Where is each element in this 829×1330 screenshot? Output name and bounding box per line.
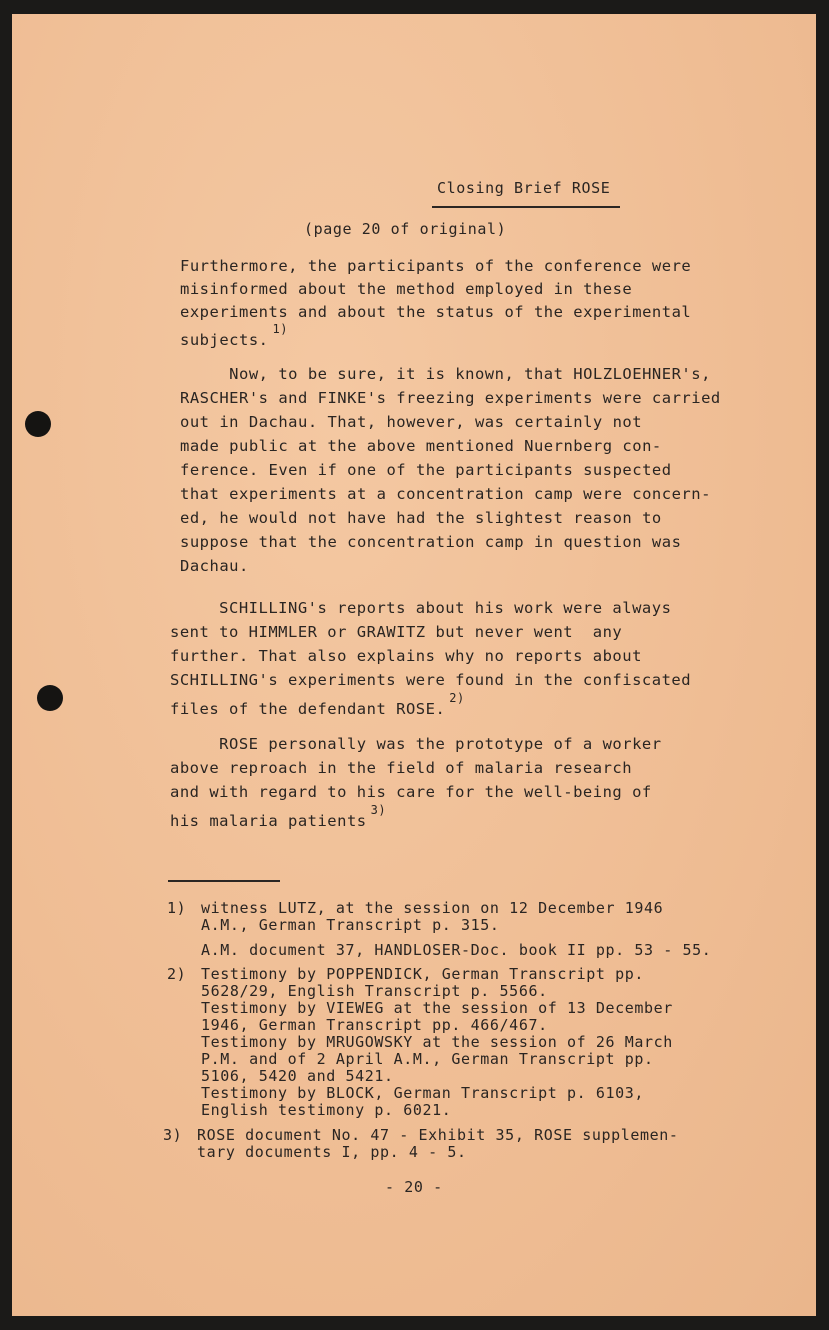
paragraph-line: further. That also explains why no reports about	[170, 647, 642, 665]
document-page	[12, 14, 816, 1316]
footnote-ref: 1)	[272, 322, 288, 336]
footnote-ref: 3)	[370, 803, 387, 817]
footnote-line: Testimony by POPPENDICK, German Transcript pp.	[201, 965, 645, 983]
paragraph-line: misinformed about the method employed in these	[180, 280, 633, 298]
paragraph-line: above reproach in the field of malaria research	[170, 759, 633, 777]
paragraph-line: out in Dachau. That, however, was certainly not	[180, 413, 643, 431]
page-number: - 20 -	[385, 1178, 443, 1196]
paragraph-line: Furthermore, the participants of the conference were	[180, 257, 692, 275]
footnote-line: P.M. and of 2 April A.M., German Transcript pp.	[201, 1050, 654, 1068]
paragraph-line: ed, he would not have had the slightest reason to	[180, 509, 662, 527]
paragraph-line: ference. Even if one of the participants suspected	[180, 461, 672, 479]
paragraph-line: made public at the above mentioned Nuernberg con-	[180, 437, 662, 455]
footnote-number: 1)	[167, 899, 187, 917]
footnote-line: 1946, German Transcript pp. 466/467.	[201, 1016, 548, 1034]
paragraph-last-line	[180, 324, 288, 353]
paragraph-line: Dachau.	[180, 557, 249, 575]
paragraph-line: RASCHER's and FINKE's freezing experiments were carried	[180, 389, 721, 407]
footnote-line: Testimony by MRUGOWSKY at the session of 26 March	[201, 1033, 673, 1051]
paragraph-line: SCHILLING's reports about his work were always	[170, 599, 672, 617]
footnote-line: A.M., German Transcript p. 315.	[201, 916, 500, 934]
paragraph-last-line	[170, 805, 386, 834]
footnote-line: English testimony p. 6021.	[201, 1101, 452, 1119]
paragraph-line: files of the defendant ROSE.	[170, 700, 446, 719]
paragraph-line: subjects.	[180, 331, 269, 350]
footnote-line: witness LUTZ, at the session on 12 December 1946	[201, 899, 664, 917]
paragraph-line: his malaria patients	[170, 812, 367, 831]
footnote-line: tary documents I, pp. 4 - 5.	[197, 1143, 467, 1161]
paragraph-line: and with regard to his care for the well-being of	[170, 783, 652, 801]
paragraph-line: sent to HIMMLER or GRAWITZ but never went any	[170, 623, 623, 641]
document-title: Closing Brief ROSE	[437, 179, 611, 197]
paragraph-line: SCHILLING's experiments were found in the confiscated	[170, 671, 692, 689]
paragraph-line: ROSE personally was the prototype of a worker	[170, 735, 662, 753]
page-of-original: (page 20 of original)	[304, 220, 507, 238]
footnote-line: 5628/29, English Transcript p. 5566.	[201, 982, 548, 1000]
punch-hole-bottom	[37, 685, 63, 711]
footnote-line: A.M. document 37, HANDLOSER-Doc. book II pp. 53 - 55.	[201, 941, 712, 959]
paragraph-line: suppose that the concentration camp in question was	[180, 533, 682, 551]
paragraph-last-line	[170, 693, 465, 722]
footnote-ref: 2)	[449, 691, 465, 705]
title-underline	[432, 206, 620, 208]
footnote-line: ROSE document No. 47 - Exhibit 35, ROSE supplemen-	[197, 1126, 679, 1144]
punch-hole-top	[25, 411, 51, 437]
paragraph-line: Now, to be sure, it is known, that HOLZLOEHNER's,	[180, 365, 711, 383]
footnote-line: 5106, 5420 and 5421.	[201, 1067, 394, 1085]
footnote-separator	[168, 880, 280, 882]
footnote-number: 3)	[163, 1126, 183, 1144]
paragraph-line: experiments and about the status of the experimental	[180, 303, 692, 321]
footnote-number: 2)	[167, 965, 187, 983]
footnote-line: Testimony by BLOCK, German Transcript p. 6103,	[201, 1084, 645, 1102]
paragraph-line: that experiments at a concentration camp were concern-	[180, 485, 711, 503]
footnote-line: Testimony by VIEWEG at the session of 13 December	[201, 999, 673, 1017]
